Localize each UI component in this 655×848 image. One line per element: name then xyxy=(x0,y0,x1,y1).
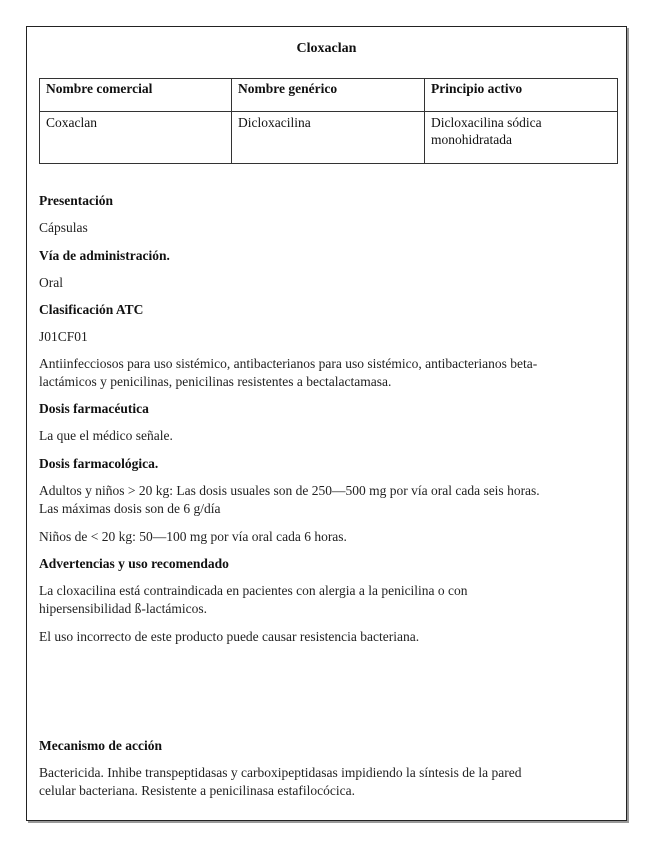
advertencias-text2: El uso incorrecto de este producto puede causar resistencia bacteriana. xyxy=(39,629,420,644)
dosis-adultos-line1: Adultos y niños > 20 kg: Las dosis usuales son de 250—500 mg por vía oral cada seis horas. xyxy=(39,483,540,498)
dosis-ninos: Niños de < 20 kg: 50—100 mg por vía oral cada 6 horas. xyxy=(39,529,347,544)
table-row xyxy=(40,112,618,164)
presentacion-text: Cápsulas xyxy=(39,220,88,235)
mecanismo-text xyxy=(39,764,614,800)
document-frame xyxy=(26,26,627,821)
table-header-row xyxy=(40,79,618,112)
cell-principio-activo xyxy=(425,112,618,164)
dosis-farmaceutica-heading: Dosis farmacéutica xyxy=(39,401,149,416)
mecanismo-line2: celular bacteriana. Resistente a penicilinasa estafilocócica. xyxy=(39,783,355,798)
dosis-farmaceutica-text: La que el médico señale. xyxy=(39,428,173,443)
mecanismo-line1: Bactericida. Inhibe transpeptidasas y carboxipeptidasas impidiendo la síntesis de la pared xyxy=(39,765,522,780)
atc-heading: Clasificación ATC xyxy=(39,302,144,317)
principio-activo-line2: monohidratada xyxy=(431,132,512,147)
via-text: Oral xyxy=(39,275,63,290)
header-nombre-generico: Nombre genérico xyxy=(232,79,425,112)
dosis-adultos-line2: Las máximas dosis son de 6 g/día xyxy=(39,501,221,516)
atc-description xyxy=(39,355,614,391)
document-title: Cloxaclan xyxy=(296,41,357,56)
atc-line2: lactámicos y penicilinas, penicilinas resistentes a bectalactamasa. xyxy=(39,374,392,389)
principio-activo-line1: Dicloxacilina sódica xyxy=(431,115,542,130)
advertencias-line1: La cloxacilina está contraindicada en pacientes con alergia a la penicilina o con xyxy=(39,583,468,598)
advertencias-line2: hipersensibilidad ß-lactámicos. xyxy=(39,601,207,616)
atc-line1: Antiinfecciosos para uso sistémico, antibacterianos para uso sistémico, antibacterianos beta- xyxy=(39,356,538,371)
via-heading: Vía de administración. xyxy=(39,248,170,263)
advertencias-text xyxy=(39,582,614,618)
presentacion-heading: Presentación xyxy=(39,193,113,208)
dosis-farmacologica-heading: Dosis farmacológica. xyxy=(39,456,159,471)
cell-nombre-comercial: Coxaclan xyxy=(40,112,232,164)
header-principio-activo: Principio activo xyxy=(425,79,618,112)
mecanismo-heading: Mecanismo de acción xyxy=(39,738,162,753)
header-nombre-comercial: Nombre comercial xyxy=(40,79,232,112)
cell-nombre-generico: Dicloxacilina xyxy=(232,112,425,164)
advertencias-heading: Advertencias y uso recomendado xyxy=(39,556,229,571)
drug-info-table xyxy=(39,78,618,164)
dosis-adultos xyxy=(39,482,614,518)
atc-code: J01CF01 xyxy=(39,329,88,344)
